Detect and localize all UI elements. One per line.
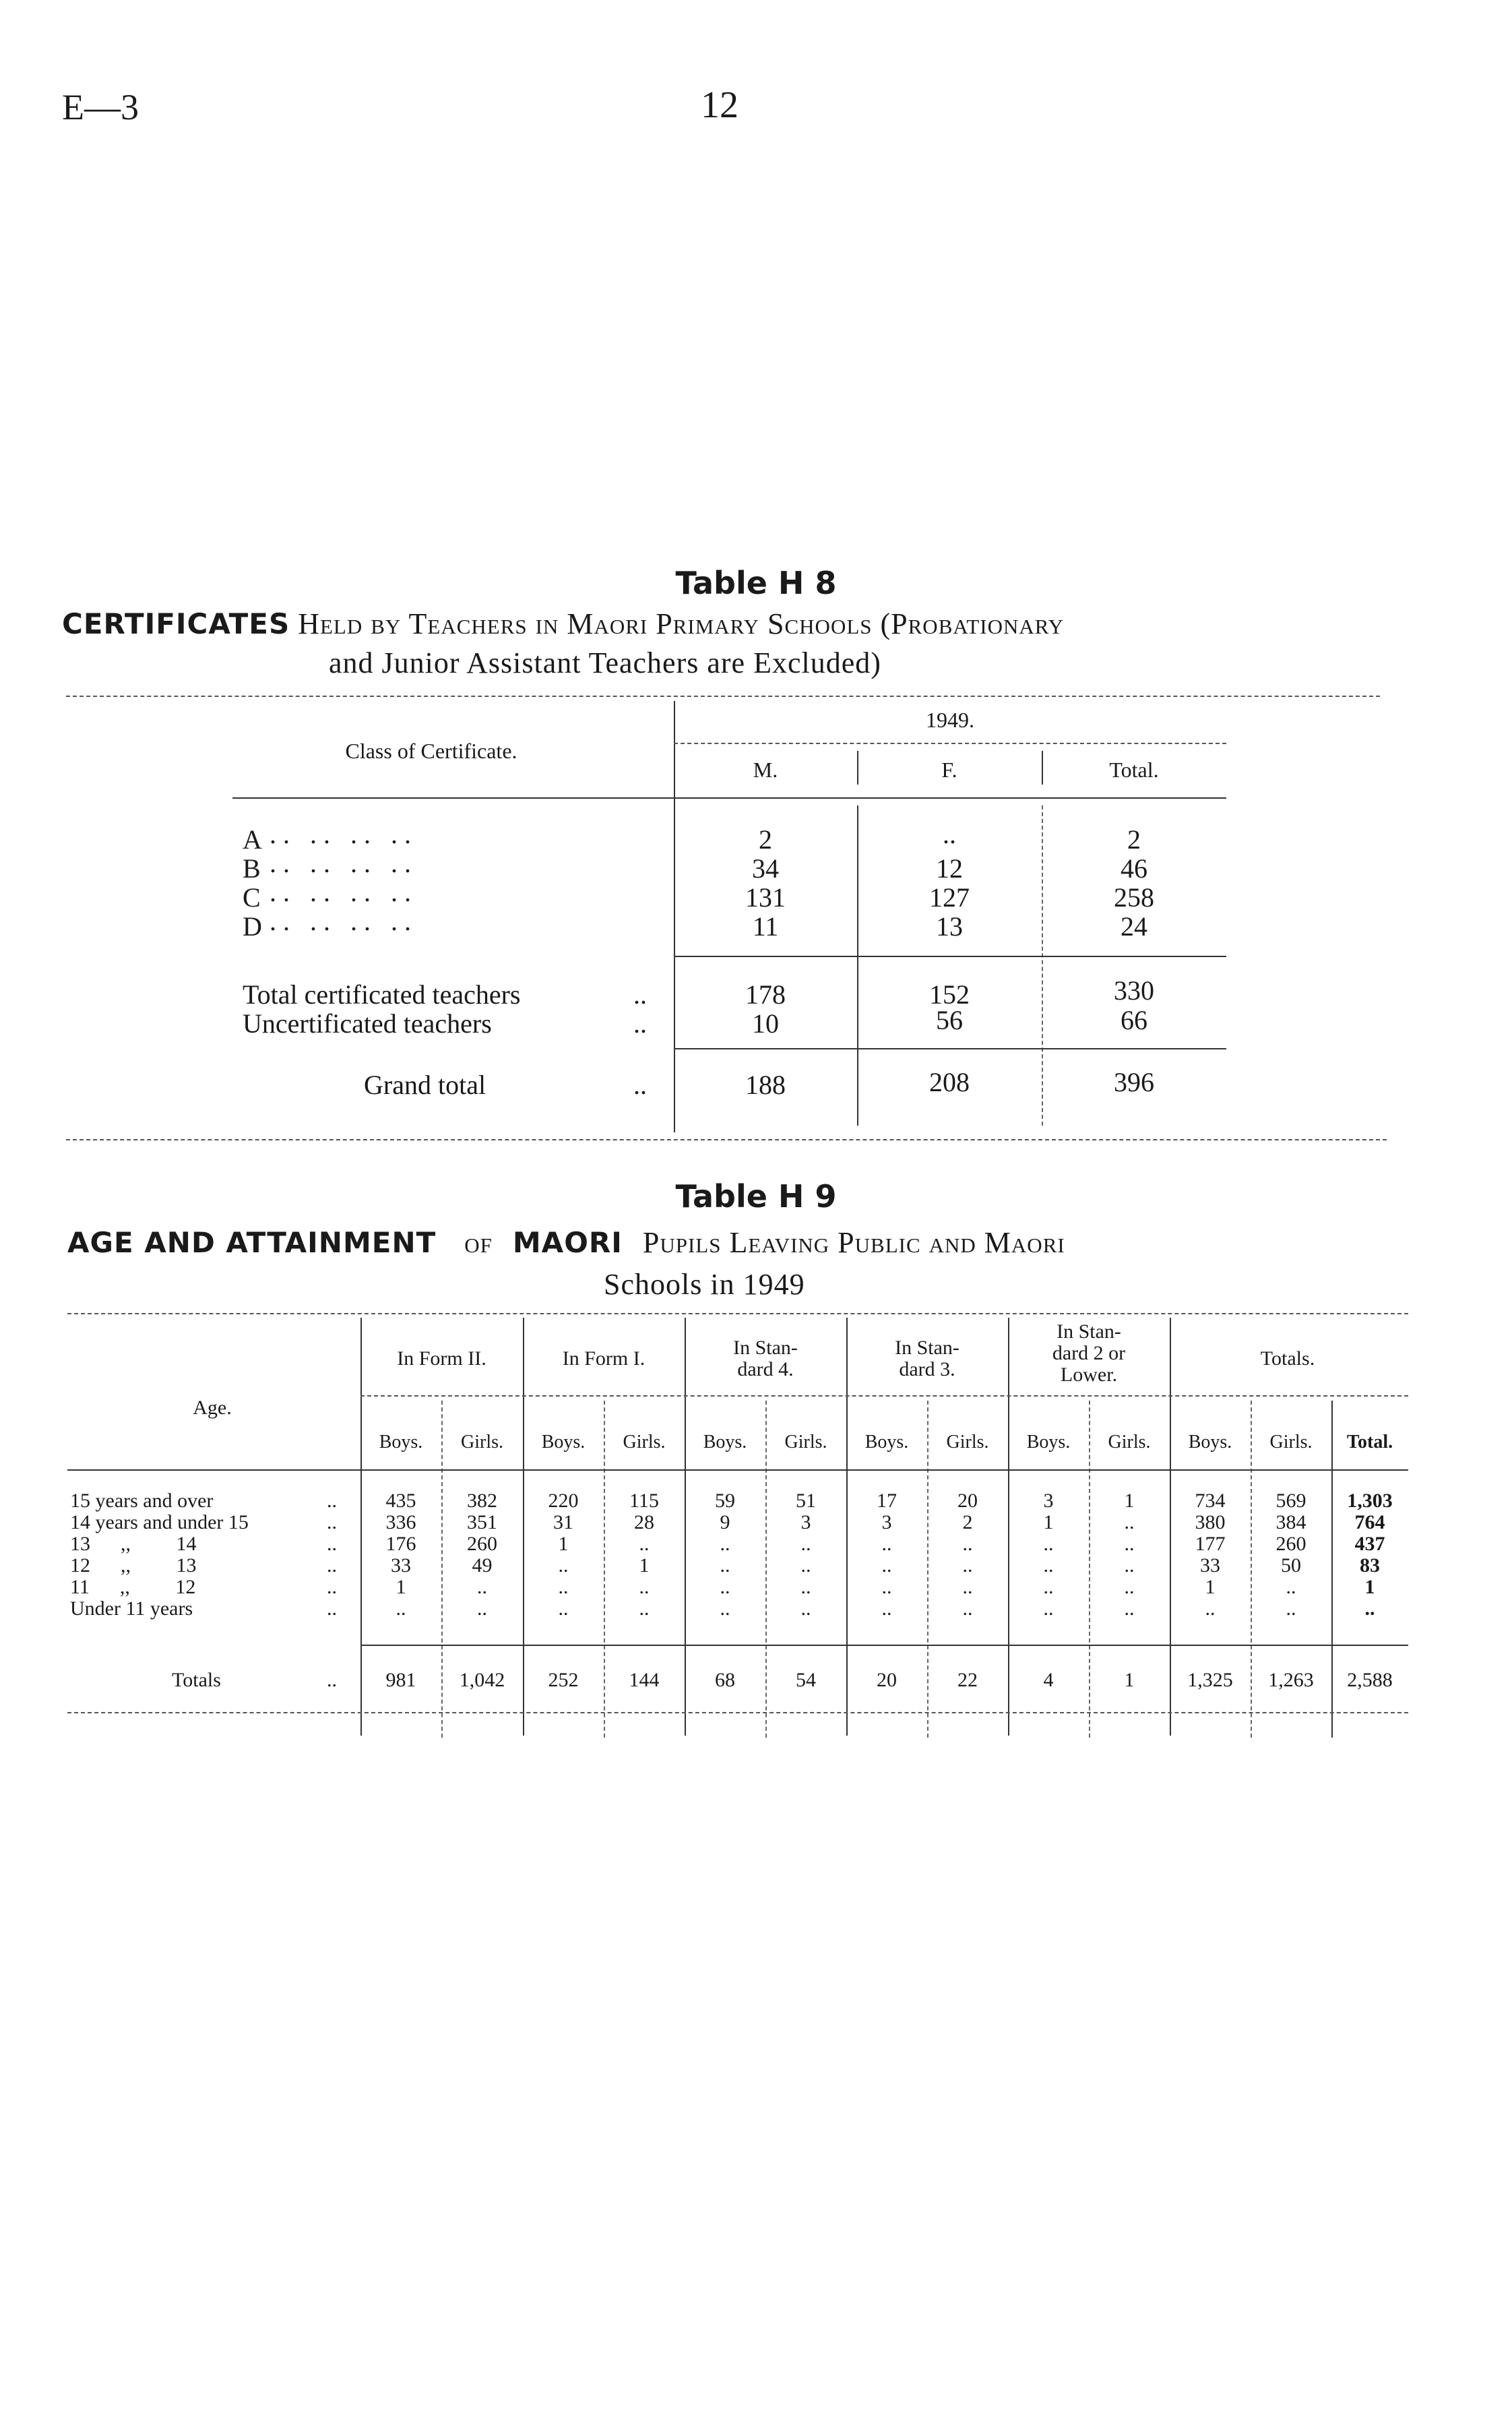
h9-age-leader: .. <box>327 1490 337 1512</box>
h9-cell: 1 <box>558 1533 569 1555</box>
h9-cell: .. <box>962 1533 973 1555</box>
h8-col-total: Total. <box>1109 758 1159 782</box>
h9-total-cell: 2,588 <box>1347 1669 1393 1691</box>
h9-cell: .. <box>1043 1597 1054 1620</box>
h9-age-label: 12 ,, 13 <box>70 1554 197 1577</box>
h9-group-std4: In Stan- dard 4. <box>733 1337 798 1380</box>
h8-class-header: Class of Certificate. <box>345 739 517 763</box>
h9-total-cell: 981 <box>385 1669 416 1691</box>
h8-row-label: C <box>243 882 261 913</box>
h9-total-cell: 144 <box>629 1669 660 1691</box>
h9-cell: .. <box>1205 1597 1216 1620</box>
h9-sub-girls: Girls. <box>461 1432 503 1453</box>
h9-cell: .. <box>720 1554 730 1577</box>
h8-col-m: M. <box>753 758 778 782</box>
table-h9-label: Table H 9 <box>675 1178 837 1215</box>
h8-cell-total: 46 <box>1121 853 1147 884</box>
h8-row-label: B <box>243 853 261 884</box>
h9-cell: 260 <box>1275 1533 1306 1555</box>
h9-cell: .. <box>558 1576 569 1598</box>
h9-total-cell: 4 <box>1043 1669 1054 1691</box>
h8-row-label: A <box>243 824 262 855</box>
h9-total-cell: 20 <box>877 1669 897 1691</box>
table-h8-title-line1 <box>62 607 1064 641</box>
h8-row-leader: .. .. .. .. <box>270 906 418 936</box>
h9-total-cell: 1,263 <box>1268 1669 1314 1691</box>
h8-cell-f: 13 <box>936 911 963 942</box>
h9-cell: .. <box>1364 1597 1375 1620</box>
h8-row-leader: .. <box>633 1070 647 1100</box>
h9-cell: 1 <box>1364 1576 1375 1598</box>
h9-cell: 220 <box>548 1490 579 1512</box>
h9-sub-girls: Girls. <box>946 1432 989 1453</box>
h9-cell: .. <box>1124 1576 1135 1598</box>
h9-cell: .. <box>800 1554 811 1577</box>
h8-cell-m: 11 <box>752 911 779 942</box>
page-number: 12 <box>701 84 738 126</box>
h8-cell-total: 258 <box>1114 882 1154 913</box>
h9-cell: 1 <box>1205 1576 1216 1598</box>
h8-row-leader: .. <box>633 1008 647 1039</box>
h9-group-totals: Totals. <box>1260 1347 1315 1370</box>
h8-cell-m: 2 <box>759 824 772 855</box>
h9-cell: .. <box>1043 1576 1054 1598</box>
h9-cell: .. <box>558 1554 569 1577</box>
h9-cell: .. <box>800 1597 811 1620</box>
h8-cell-f: 12 <box>936 853 963 884</box>
h9-total-cell: 1,325 <box>1187 1669 1233 1691</box>
h9-cell: 49 <box>472 1554 493 1577</box>
h9-cell: 3 <box>881 1511 892 1533</box>
h9-cell: 437 <box>1354 1533 1385 1555</box>
h9-age-leader: .. <box>327 1511 337 1533</box>
h9-cell: .. <box>720 1597 730 1620</box>
h9-age-label: 13 ,, 14 <box>70 1533 197 1555</box>
h8-row-leader: .. .. .. .. <box>270 819 418 849</box>
h9-cell: .. <box>1286 1597 1296 1620</box>
h9-cell: .. <box>1043 1533 1054 1555</box>
h8-cell-f: 127 <box>929 882 970 913</box>
table-h9-title-caps1: AGE AND ATTAINMENT <box>67 1226 437 1259</box>
table-h8-title-caps: CERTIFICATES <box>62 607 290 640</box>
h9-cell: 1 <box>639 1554 650 1577</box>
h9-cell: 1,303 <box>1347 1490 1393 1512</box>
h9-cell: 59 <box>715 1490 735 1512</box>
h9-sub-boys: Boys. <box>541 1432 586 1453</box>
h9-cell: .. <box>881 1554 892 1577</box>
h8-row-label: D <box>243 911 262 942</box>
h9-cell: 384 <box>1275 1511 1306 1533</box>
h9-age-header: Age. <box>193 1397 232 1419</box>
h9-cell: 51 <box>796 1490 816 1512</box>
h8-cell-total: 2 <box>1127 824 1141 855</box>
h9-cell: 3 <box>1043 1490 1054 1512</box>
h9-total-cell: 1 <box>1124 1669 1135 1691</box>
h9-cell: 1 <box>1043 1511 1054 1533</box>
h9-cell: 764 <box>1354 1511 1385 1533</box>
h8-cell-m: 10 <box>752 1008 779 1039</box>
h9-cell: .. <box>639 1597 650 1620</box>
h9-cell: .. <box>962 1554 973 1577</box>
h9-cell: 28 <box>634 1511 654 1533</box>
h9-age-leader: .. <box>327 1554 337 1577</box>
h9-sub-boys: Boys. <box>1188 1432 1232 1453</box>
h9-cell: .. <box>477 1597 487 1620</box>
h9-cell: .. <box>800 1576 811 1598</box>
h9-sub-girls: Girls. <box>623 1432 666 1453</box>
h9-age-label: 11 ,, 12 <box>70 1576 196 1598</box>
h9-group-std3: In Stan- dard 3. <box>895 1337 959 1380</box>
h9-age-label: 14 years and under 15 <box>70 1511 249 1533</box>
h9-cell: .. <box>1124 1511 1135 1533</box>
h8-cell-f: 56 <box>936 1005 963 1035</box>
h9-cell: 351 <box>467 1511 497 1533</box>
h9-sub-girls: Girls. <box>1269 1432 1313 1453</box>
h9-cell: .. <box>639 1533 650 1555</box>
h9-age-leader: .. <box>327 1576 337 1598</box>
h9-cell: 9 <box>720 1511 730 1533</box>
h9-cell: 31 <box>553 1511 573 1533</box>
h9-cell: 260 <box>467 1533 497 1555</box>
h8-cell-total: 396 <box>1114 1067 1154 1097</box>
h9-cell: 177 <box>1195 1533 1226 1555</box>
h9-cell: .. <box>558 1597 569 1620</box>
h8-cell-m: 178 <box>745 979 786 1010</box>
h9-cell: .. <box>1043 1554 1054 1577</box>
h9-group-form2: In Form II. <box>397 1347 486 1370</box>
h8-row-label: Grand total <box>364 1070 486 1100</box>
h9-cell: .. <box>396 1597 406 1620</box>
h8-row-label: Uncertificated teachers <box>243 1008 492 1039</box>
h9-cell: 3 <box>800 1511 811 1533</box>
h8-year-header: 1949. <box>926 708 974 732</box>
h8-row-label: Total certificated teachers <box>243 979 521 1010</box>
h9-sub-boys: Boys. <box>864 1432 909 1453</box>
table-h8-title-rest: Held by Teachers in Maori Primary Schools (Probationary <box>298 607 1065 640</box>
h9-age-label: Under 11 years <box>70 1597 193 1620</box>
h9-cell: .. <box>962 1597 973 1620</box>
h9-cell: .. <box>962 1576 973 1598</box>
h9-age-label: 15 years and over <box>70 1490 214 1512</box>
h8-cell-f: 208 <box>929 1067 970 1097</box>
h9-group-form1: In Form I. <box>562 1347 645 1370</box>
h9-cell: 33 <box>391 1554 411 1577</box>
h8-cell-m: 131 <box>745 882 786 913</box>
h8-row-leader: .. .. .. .. <box>270 877 418 907</box>
h9-cell: .. <box>881 1576 892 1598</box>
h9-cell: .. <box>881 1533 892 1555</box>
table-h9-title-line2: Schools in 1949 <box>604 1268 805 1301</box>
h9-cell: 20 <box>957 1490 978 1512</box>
h9-cell: .. <box>639 1576 650 1598</box>
h9-cell: .. <box>720 1576 730 1598</box>
h9-cell: 176 <box>385 1533 416 1555</box>
h9-sub-total: Total. <box>1346 1432 1393 1453</box>
h9-age-leader: .. <box>327 1597 337 1620</box>
h9-total-cell: 1,042 <box>459 1669 505 1691</box>
table-h9-title-of: of <box>464 1226 493 1259</box>
h9-cell: 336 <box>385 1511 416 1533</box>
h9-cell: 380 <box>1195 1511 1226 1533</box>
h9-sub-boys: Boys. <box>379 1432 423 1453</box>
h9-cell: .. <box>1124 1597 1135 1620</box>
h8-row-leader: .. .. .. .. <box>270 848 418 878</box>
h9-totals-leader: .. <box>327 1669 337 1691</box>
table-h8-title-line2: and Junior Assistant Teachers are Excluded) <box>329 646 881 679</box>
table-h9-title-line1 <box>67 1225 1422 1260</box>
h9-cell: 2 <box>962 1511 973 1533</box>
h9-total-cell: 252 <box>548 1669 579 1691</box>
h9-cell: 435 <box>385 1490 416 1512</box>
h9-cell: 1 <box>396 1576 406 1598</box>
h8-row-leader: .. <box>633 979 647 1010</box>
h9-cell: .. <box>800 1533 811 1555</box>
h9-sub-girls: Girls. <box>1108 1432 1151 1453</box>
h9-sub-girls: Girls. <box>784 1432 827 1453</box>
h9-totals-label: Totals <box>172 1669 221 1691</box>
page-reference: E—3 <box>62 87 139 127</box>
h9-cell: 382 <box>467 1490 497 1512</box>
h9-total-cell: 68 <box>715 1669 735 1691</box>
table-h9-title-caps2: MAORI <box>512 1226 623 1259</box>
h8-cell-f: 152 <box>929 979 970 1010</box>
h9-cell: .. <box>1124 1554 1135 1577</box>
table-h8-label: Table H 8 <box>675 565 837 601</box>
h9-cell: 569 <box>1275 1490 1306 1512</box>
h9-sub-boys: Boys. <box>703 1432 747 1453</box>
h8-cell-total: 24 <box>1121 911 1147 942</box>
h9-cell: .. <box>1124 1533 1135 1555</box>
h9-cell: 83 <box>1360 1554 1380 1577</box>
h9-cell: 734 <box>1195 1490 1226 1512</box>
h9-cell: .. <box>477 1576 487 1598</box>
h9-cell: 17 <box>877 1490 897 1512</box>
table-h9-title-rest: Pupils Leaving Public and Maori <box>642 1226 1065 1259</box>
h9-cell: .. <box>1286 1576 1296 1598</box>
h8-col-f: F. <box>941 758 957 782</box>
h8-cell-m: 34 <box>752 853 779 884</box>
h9-cell: 33 <box>1200 1554 1220 1577</box>
h9-sub-boys: Boys. <box>1026 1432 1071 1453</box>
h9-group-std2: In Stan- dard 2 or Lower. <box>1052 1320 1126 1386</box>
h8-cell-m: 188 <box>745 1070 786 1100</box>
h9-total-cell: 22 <box>957 1669 978 1691</box>
h8-cell-total: 330 <box>1114 975 1154 1006</box>
h9-cell: .. <box>881 1597 892 1620</box>
h8-cell-f: .. <box>943 819 956 849</box>
h9-cell: 115 <box>629 1490 659 1512</box>
h9-cell: .. <box>720 1533 730 1555</box>
h8-cell-total: 66 <box>1121 1005 1147 1035</box>
h9-cell: 50 <box>1281 1554 1301 1577</box>
h9-age-leader: .. <box>327 1533 337 1555</box>
h9-cell: 1 <box>1124 1490 1135 1512</box>
h9-total-cell: 54 <box>796 1669 816 1691</box>
